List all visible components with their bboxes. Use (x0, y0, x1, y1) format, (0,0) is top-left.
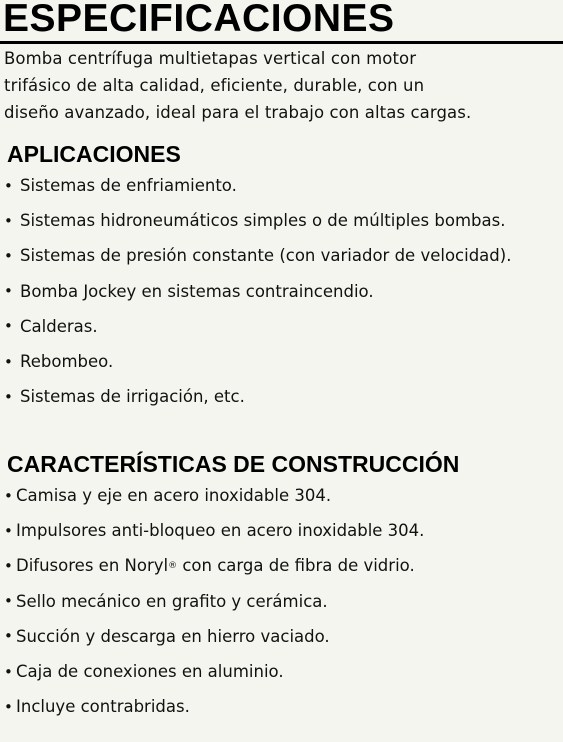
bullet-icon: • (4, 352, 13, 371)
construccion-list (4, 478, 424, 724)
list-item-text: Sello mecánico en grafito y cerámica. (16, 591, 328, 611)
list-item (4, 584, 424, 619)
bullet-icon: • (4, 486, 13, 505)
bullet-icon: • (4, 176, 13, 195)
list-item: • Difusores en Noryl ® con carga de fibra de vidrio. (4, 556, 415, 576)
title-underline (0, 41, 563, 44)
bullet-icon: • (4, 317, 13, 336)
intro-line: trifásico de alta calidad, eficiente, durable, con un (4, 76, 425, 95)
page-title: ESPECIFICACIONES (3, 0, 395, 40)
list-item (4, 238, 511, 273)
list-item (4, 203, 511, 238)
list-item-text: Bomba Jockey en sistemas contraincendio. (20, 281, 374, 301)
list-item-text: Difusores en Noryl (16, 556, 169, 576)
list-item-text: Caja de conexiones en aluminio. (16, 662, 284, 682)
bullet-icon: • (4, 697, 13, 716)
bullet-icon: • (4, 662, 13, 681)
bullet-icon: • (4, 246, 13, 265)
list-item-text: Calderas. (20, 316, 98, 336)
aplicaciones-list (4, 168, 511, 414)
bullet-icon: • (4, 211, 13, 230)
list-item-text: Sistemas de enfriamiento. (20, 176, 237, 196)
list-item (4, 379, 511, 414)
bullet-icon: • (4, 387, 13, 406)
list-item-text: Impulsores anti-bloqueo en acero inoxidable 304. (16, 521, 425, 541)
bullet-icon: • (4, 556, 13, 575)
list-item-text: Incluye contrabridas. (16, 697, 190, 717)
aplicaciones-heading: APLICACIONES (7, 141, 181, 167)
list-item-text: Succión y descarga en hierro vaciado. (16, 626, 330, 646)
construccion-heading: CARACTERÍSTICAS DE CONSTRUCCIÓN (7, 451, 460, 477)
list-item (4, 478, 424, 513)
list-item-text: Rebombeo. (20, 352, 114, 372)
list-item-text-suffix: con carga de fibra de vidrio. (177, 556, 415, 576)
bullet-icon: • (4, 592, 13, 611)
list-item (4, 619, 424, 654)
list-item (4, 344, 511, 379)
intro-paragraph (4, 45, 471, 126)
intro-line: Bomba centrífuga multietapas vertical con motor (4, 49, 417, 68)
intro-line: diseño avanzado, ideal para el trabajo con altas cargas. (4, 103, 472, 122)
list-item (4, 168, 511, 203)
list-item-text: Sistemas de irrigación, etc. (20, 387, 245, 407)
list-item (4, 309, 511, 344)
bullet-icon: • (4, 521, 13, 540)
bullet-icon: • (4, 627, 13, 646)
list-item (4, 274, 511, 309)
list-item (4, 513, 424, 548)
list-item-text: Sistemas hidroneumáticos simples o de múltiples bombas. (20, 211, 506, 231)
bullet-icon: • (4, 282, 13, 301)
list-item (4, 689, 424, 724)
list-item-text: Sistemas de presión constante (con variador de velocidad). (20, 246, 512, 266)
list-item (4, 654, 424, 689)
list-item-text: Camisa y eje en acero inoxidable 304. (16, 486, 332, 506)
